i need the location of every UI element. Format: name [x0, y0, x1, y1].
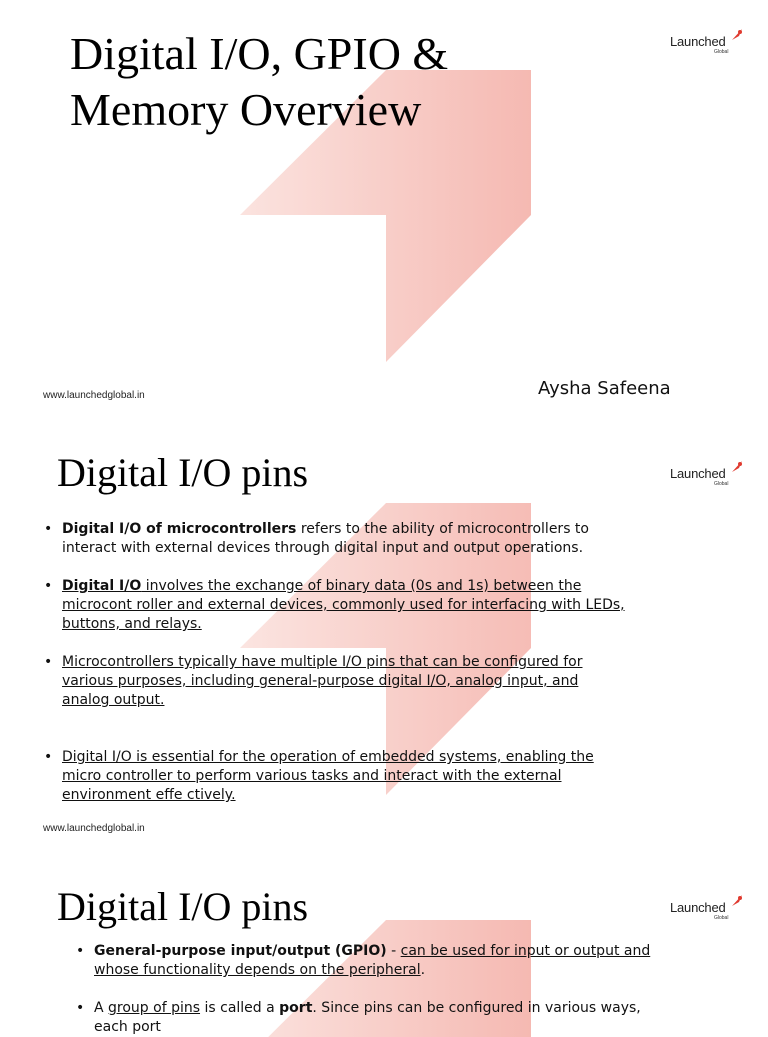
bullet-list: [44, 520, 629, 805]
bullet-item: [44, 653, 629, 710]
logo-wordmark: Launched: [670, 34, 726, 49]
title-line-1: Digital I/O, GPIO &: [70, 28, 449, 79]
rocket-icon: [730, 28, 744, 42]
bullet-bold-term: General-purpose input/output (GPIO): [94, 943, 387, 959]
author-name: Aysha Safeena: [538, 378, 671, 399]
presentation-title: [70, 26, 448, 138]
title-slide: [0, 0, 768, 418]
bullet-item: [44, 748, 629, 805]
bullet-item: [76, 942, 676, 980]
launched-logo: [670, 460, 746, 494]
bullet-text: is called a: [200, 1000, 280, 1016]
slide-title: Digital I/O pins: [57, 450, 309, 495]
bullet-underlined-text: can be used for input or output and whose functionality depends on the peripheral: [94, 943, 651, 978]
logo-subtitle: Global: [714, 49, 729, 55]
logo-wordmark: Launched: [670, 900, 726, 915]
bullet-text: . Since pins can be configured in various ways, each port: [94, 1000, 641, 1035]
bullet-item: [44, 520, 629, 558]
bullet-item: [44, 577, 629, 634]
title-line-2: Memory Overview: [70, 84, 422, 135]
bullet-text: involves the exchange of binary data (0s and 1s) between the microcont roller and external devices, commonly used for interfacing with LEDs, buttons, and relays.: [62, 578, 625, 632]
bullet-underlined-text: group of pins: [108, 1000, 201, 1016]
bullet-dash: -: [386, 943, 401, 959]
website-url: www.launchedglobal.in: [43, 390, 145, 401]
launched-logo: [670, 894, 746, 928]
gpio-slide: [0, 860, 768, 1035]
bullet-item: [76, 999, 676, 1037]
bullet-bold-term: Digital I/O: [62, 578, 142, 594]
slide-divider: [0, 846, 768, 860]
logo-wordmark: Launched: [670, 466, 726, 481]
logo-subtitle: Global: [714, 481, 729, 487]
launched-logo: [670, 28, 746, 62]
digital-io-slide: [0, 428, 768, 846]
bullet-text: Digital I/O is essential for the operation of embedded systems, enabling the micro controller to perform various tasks and interact with the external environment effe ctively.: [62, 749, 594, 803]
bullet-list: [76, 942, 676, 1037]
bullet-bold-term: port: [279, 1000, 313, 1016]
bullet-tail: .: [420, 962, 426, 978]
bullet-text: A: [94, 1000, 109, 1016]
slide-divider: [0, 418, 768, 428]
website-url: www.launchedglobal.in: [43, 823, 145, 834]
rocket-icon: [730, 460, 744, 474]
bullet-text: refers to the ability of microcontrollers to interact with external devices through digital input and output operations.: [62, 521, 589, 556]
logo-subtitle: Global: [714, 915, 729, 921]
slide-title: Digital I/O pins: [57, 884, 309, 929]
bullet-bold-term: Digital I/O of microcontrollers: [62, 521, 297, 537]
rocket-icon: [730, 894, 744, 908]
bullet-text: Microcontrollers typically have multiple I/O pins that can be configured for various purposes, including general-purpose digital I/O, analog input, and analog output.: [62, 654, 583, 708]
